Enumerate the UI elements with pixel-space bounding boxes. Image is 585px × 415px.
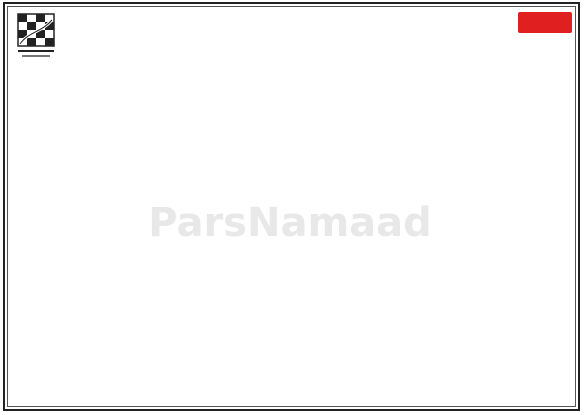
edition-tag	[518, 12, 572, 33]
watermark: ParsNamaad	[148, 200, 432, 246]
inner-border	[7, 6, 576, 407]
signature-line	[60, 366, 525, 390]
ad-title	[70, 28, 510, 58]
municipality-logo-icon	[14, 10, 58, 62]
